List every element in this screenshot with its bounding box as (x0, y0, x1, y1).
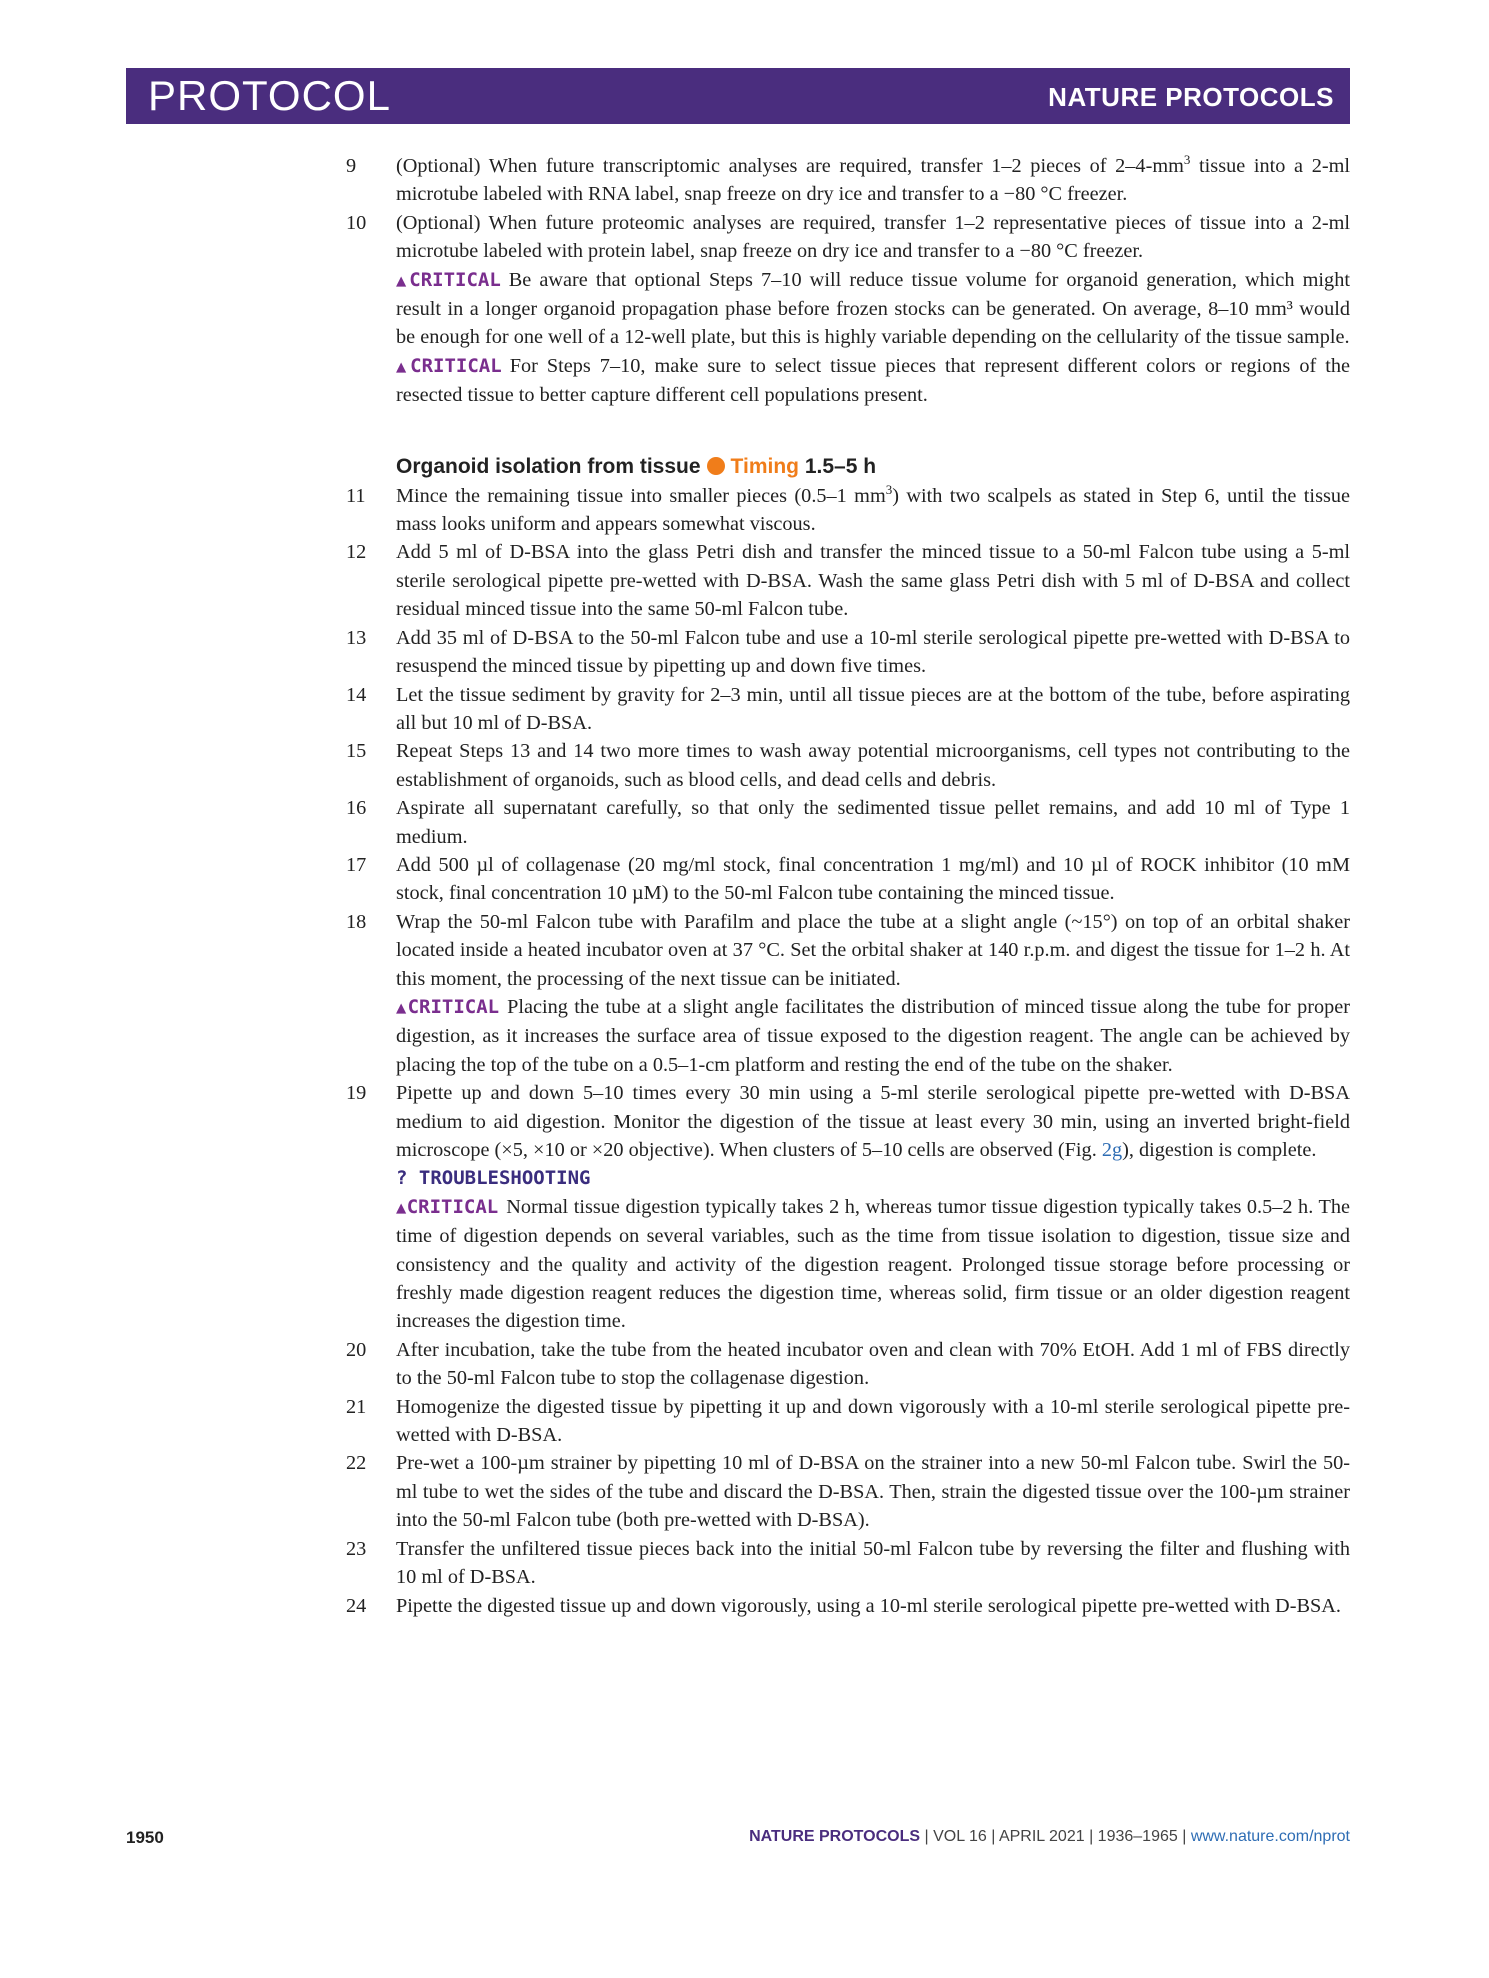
timing-label: Timing (730, 454, 799, 478)
step-number: 9 (346, 155, 357, 177)
step-text: Homogenize the digested tissue by pipetting it up and down vigorously with a 10-ml sterile serological pipette pre-wetted with D-BSA. (396, 1395, 1350, 1447)
step-number: 13 (346, 626, 367, 649)
footer-volume: VOL 16 (933, 1828, 987, 1845)
page-number: 1950 (126, 1828, 164, 1847)
step-item (346, 1079, 1350, 1164)
main-content (346, 152, 1350, 1620)
critical-note (396, 1193, 1350, 1336)
troubleshooting-note (396, 1164, 1350, 1192)
step-item (346, 1393, 1350, 1450)
step-text: Pre-wet a 100-µm strainer by pipetting 10 ml of D-BSA on the strainer into a new 50-ml Falcon tube. Swirl the 50-ml tube to wet the sides of the tube and discard the D-BSA. Then, strain the digested tissue over the 100-µm strainer into the 50-ml Falcon tube (both pre-wetted with D-BSA). (396, 1452, 1350, 1532)
step-item (346, 737, 1350, 794)
section-heading (396, 452, 1350, 482)
step-item (346, 851, 1350, 908)
troubleshooting-link[interactable]: ? TROUBLESHOOTING (396, 1167, 591, 1190)
steps-group-a (346, 152, 1350, 266)
step-item (346, 794, 1350, 851)
critical-text: Placing the tube at a slight angle facilitates the distribution of minced tissue along the tube for proper digestion, as it increases the surface area of tissue exposed to the digestion reagent. The angle can be achieved by placing the top of the tube on a 0.5–1-cm platform and resting the end of the tube on the shaker. (396, 995, 1350, 1076)
step-item (346, 152, 1350, 209)
footer-journal: NATURE PROTOCOLS (749, 1828, 921, 1845)
step-number: 12 (346, 541, 367, 564)
step-number: 21 (346, 1395, 367, 1418)
steps-group-c (346, 1336, 1350, 1620)
step-text: Aspirate all supernatant carefully, so that only the sedimented tissue pellet remains, and add 10 ml of Type 1 medium. (396, 797, 1350, 848)
critical-label: CRITICAL (409, 268, 501, 291)
step-number: 14 (346, 683, 367, 706)
critical-note (396, 993, 1350, 1079)
steps-group-b (346, 481, 1350, 993)
critical-text: For Steps 7–10, make sure to select tissue pieces that represent different colors or regions of the resected tissue to better capture different cell populations present. (396, 354, 1350, 407)
step-number: 18 (346, 910, 367, 933)
timing-value: 1.5–5 h (804, 454, 877, 478)
triangle-icon: ▲ (396, 270, 410, 291)
step-text: (Optional) When future proteomic analyses are required, transfer 1–2 representative pieces of tissue into a 2-ml microtube labeled with protein label, snap freeze on dry ice and transfer to a −80 °C freezer. (396, 211, 1350, 263)
step-item (346, 1535, 1350, 1592)
triangle-icon: ▲ (396, 997, 408, 1018)
step-item (346, 538, 1350, 623)
step-text: Transfer the unfiltered tissue pieces back into the initial 50-ml Falcon tube by reversing the filter and flushing with 10 ml of D-BSA. (396, 1537, 1350, 1589)
footer-pages: 1936–1965 (1097, 1828, 1178, 1845)
step-number: 19 (346, 1082, 367, 1105)
step-number: 22 (346, 1452, 367, 1475)
step-number: 23 (346, 1537, 367, 1560)
critical-text: Be aware that optional Steps 7–10 will reduce tissue volume for organoid generation, which might result in a longer organoid propagation phase before frozen stocks can be generated. On average, 8–10 mm³ would be enough for one well of a 12-well plate, but this is highly variable depending on the cellularity of the tissue sample. (396, 268, 1350, 349)
step-number: 15 (346, 740, 367, 763)
step-item (346, 481, 1350, 539)
step-number: 10 (346, 211, 367, 234)
step-number: 11 (346, 484, 366, 507)
journal-name: NATURE PROTOCOLS (1048, 82, 1334, 112)
step-text: Pipette the digested tissue up and down vigorously, using a 10-ml sterile serological pipette pre-wetted with D-BSA. (396, 1594, 1341, 1617)
section-title: Organoid isolation from tissue (396, 454, 701, 478)
step-text: Add 500 µl of collagenase (20 mg/ml stock, final concentration 1 mg/ml) and 10 µl of ROCK inhibitor (10 mM stock, final concentration 10 µM) to the 50-ml Falcon tube containing the minced tissue. (396, 853, 1350, 905)
footer-url[interactable]: www.nature.com/nprot (1190, 1828, 1350, 1845)
step-text: Repeat Steps 13 and 14 two more times to wash away potential microorganisms, cell types not contributing to the establishment of organoids, such as blood cells, and dead cells and debris. (396, 740, 1350, 791)
step-19 (346, 1079, 1350, 1164)
step-item (346, 1449, 1350, 1534)
step-item (346, 1336, 1350, 1393)
step-text: (Optional) When future transcriptomic analyses are required, transfer 1–2 pieces of $2-4-mm^3$ tissue into a 2-ml microtube labeled with RNA label, snap freeze on dry ice and transfer to a −80 °C freezer. (396, 152, 1350, 206)
triangle-icon: ▲ (396, 356, 411, 377)
step-number: 16 (346, 797, 367, 820)
step-item (346, 209, 1350, 266)
step-text: Wrap the 50-ml Falcon tube with Parafilm and place the tube at a slight angle (~15°) on top of an orbital shaker located inside a heated incubator oven at 37 °C. Set the orbital shaker at 140 r.p.m. and digest the tissue for 1–2 h. At this moment, the processing of the next tissue can be initiated. (396, 910, 1350, 990)
step-text: Pipette up and down 5–10 times every 30 min using a 5-ml sterile serological pipette pre-wetted with D-BSA medium to aid digestion. Monitor the digestion of the tissue at least every 30 min, using an inverted bright-field microscope (×5, ×10 or ×20 objective). When clusters of 5–10 cells are observed (Fig. 2g), digestion is complete. (396, 1082, 1350, 1161)
critical-note (396, 352, 1350, 410)
timing-dot-icon (707, 457, 725, 475)
step-item (346, 908, 1350, 993)
header-banner (126, 68, 1350, 124)
step-text: Let the tissue sediment by gravity for 2–3 min, until all tissue pieces are at the bottom of the tube, before aspirating all but 10 ml of D-BSA. (396, 683, 1350, 734)
step-text: After incubation, take the tube from the heated incubator oven and clean with 70% EtOH. Add 1 ml of FBS directly to the 50-ml Falcon tube to stop the collagenase digestion. (396, 1338, 1350, 1390)
step-number: 20 (346, 1338, 367, 1361)
step-item (346, 624, 1350, 681)
critical-text: Normal tissue digestion typically takes 2 h, whereas tumor tissue digestion typically takes 0.5–2 h. The time of digestion depends on several variables, such as the time from tissue isolation to digestion, tissue size and consistency and the quality and activity of the digestion reagent. Prolonged tissue storage before processing or freshly made digestion reagent reduces the digestion time, whereas solid, firm tissue or an older digestion reagent increases the digestion time. (396, 1195, 1350, 1333)
critical-label: CRITICAL (410, 354, 502, 377)
step-text: Add 35 ml of D-BSA to the 50-ml Falcon tube and use a 10-ml sterile serological pipette pre-wetted with D-BSA to resuspend the minced tissue by pipetting up and down five times. (396, 626, 1350, 678)
footer-date: APRIL 2021 (998, 1828, 1085, 1845)
step-number: 24 (346, 1594, 367, 1617)
critical-label: CRITICAL (407, 995, 500, 1018)
step-number: 17 (346, 853, 367, 876)
critical-note (396, 266, 1350, 352)
step-item (346, 1592, 1350, 1620)
section-type-label: PROTOCOL (148, 72, 391, 119)
footer-citation: NATURE PROTOCOLS | VOL 16 | APRIL 2021 | 1936–1965 | www.nature.com/nprot (749, 1828, 1350, 1845)
critical-label: CRITICAL (406, 1195, 499, 1218)
triangle-icon: ▲ (396, 1197, 407, 1218)
step-text: Mince the remaining tissue into smaller pieces (0.5–1 $mm^3$) with two scalpels as stated in Step 6, until the tissue mass looks uniform and appears somewhat viscous. (396, 481, 1350, 536)
step-item (346, 681, 1350, 738)
step-text: Add 5 ml of D-BSA into the glass Petri dish and transfer the minced tissue to a 50-ml Falcon tube using a 5-ml sterile serological pipette pre-wetted with D-BSA. Wash the same glass Petri dish with 5 ml of D-BSA and collect residual minced tissue into the same 50-ml Falcon tube. (396, 541, 1350, 621)
